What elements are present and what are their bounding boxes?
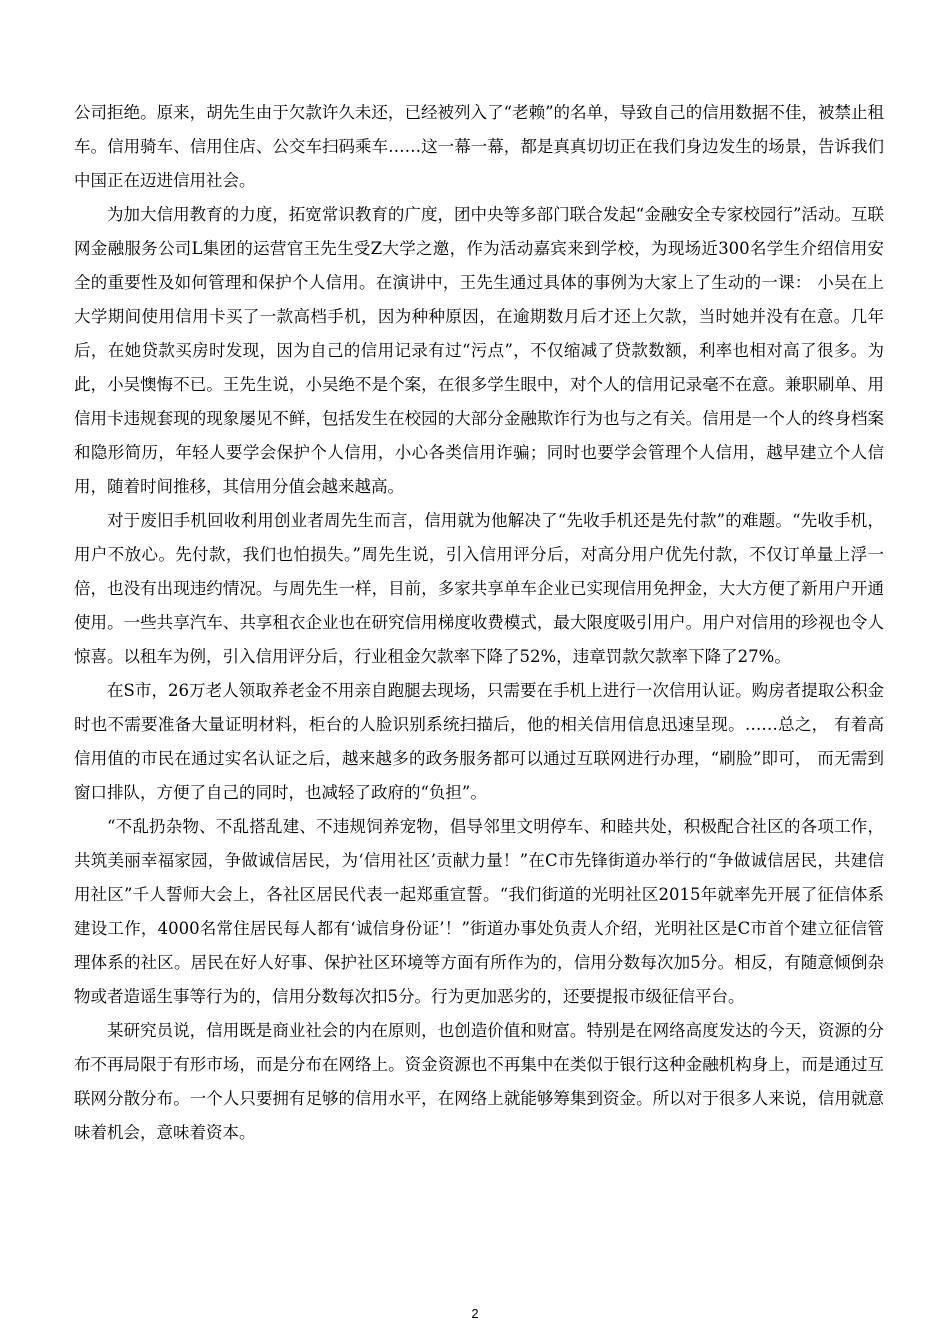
paragraph-3: 对于废旧手机回收利用创业者周先生而言，信用就为他解决了“先收手机还是先付款”的难题。“先收手机，用户不放心。先付款，我们也怕损失。”周先生说，引入信用评分后，对高分用户优先付款，不仅订单量上浮一倍，也没有出现违约情况。与周先生一样，目前，多家共享单车企业已实现信用免押金，大大方便了新用户开通使用。一些共享汽车、共享租衣企业也在研究信用梯度收费模式，最大限度吸引用户。用户对信用的珍视也令人惊喜。以租车为例，引入信用评分后，行业租金欠款率下降了52%，违章罚款欠款率下降了27%。 (74, 511, 884, 666)
paragraph-1: 公司拒绝。原来，胡先生由于欠款许久未还，已经被列入了“老赖”的名单，导致自己的信用数据不佳，被禁止租车。信用骑车、信用住店、公交车扫码乘车……这一幕一幕，都是真真切切正在我们身边发生的场景，告诉我们中国正在迈进信用社会。 (74, 103, 884, 190)
paragraph-4: 在S市，26万老人领取养老金不用亲自跑腿去现场，只需要在手机上进行一次信用认证。购房者提取公积金时也不需要准备大量证明材料，柜台的人脸识别系统扫描后，他的相关信用信息迅速呈现。……总之， 有着高信用值的市民在通过实名认证之后，越来越多的政务服务都可以通过互联网进行办理，“刷脸”即可， 而无需到窗口排队，方便了自己的同时，也减轻了政府的“负担”。 (74, 681, 884, 802)
paragraph-5: “不乱扔杂物、不乱搭乱建、不违规饲养宠物，倡导邻里文明停车、和睦共处，积极配合社区的各项工作，共筑美丽幸福家园，争做诚信居民，为‘信用社区’贡献力量！”在C市先锋街道办举行的“争做诚信居民，共建信用社区”千人誓师大会上，各社区居民代表一起郑重宣誓。“我们街道的光明社区2015年就率先开展了征信体系建设工作，4000名常住居民每人都有‘诚信身份证’！”街道办事处负责人介绍，光明社区是C市首个建立征信管理体系的社区。居民在好人好事、保护社区环境等方面有所作为的，信用分数每次加5分。相反，有随意倾倒杂物或者造谣生事等行为的，信用分数每次扣5分。行为更加恶劣的，还要提报市级征信平台。 (74, 817, 884, 1006)
article-body (74, 96, 884, 1150)
paragraph-2: 为加大信用教育的力度，拓宽常识教育的广度，团中央等多部门联合发起“金融安全专家校园行”活动。互联网金融服务公司L集团的运营官王先生受Z大学之邀，作为活动嘉宾来到学校，为现场近300名学生介绍信用安全的重要性及如何管理和保护个人信用。在演讲中，王先生通过具体的事例为大家上了生动的一课： 小吴在上大学期间使用信用卡买了一款高档手机，因为种种原因，在逾期数月后才还上欠款，当时她并没有在意。几年后，在她贷款买房时发现，因为自己的信用记录有过“污点”，不仅缩减了贷款数额，利率也相对高了很多。为此，小吴懊悔不已。王先生说，小吴绝不是个案，在很多学生眼中，对个人的信用记录毫不在意。兼职刷单、用信用卡违规套现的现象屡见不鲜，包括发生在校园的大部分金融欺诈行为也与之有关。信用是一个人的终身档案和隐形简历，年轻人要学会保护个人信用，小心各类信用诈骗；同时也要学会管理个人信用，越早建立个人信用，随着时间推移，其信用分值会越来越高。 (74, 205, 884, 496)
page-number: 2 (471, 1306, 479, 1321)
paragraph-6: 某研究员说，信用既是商业社会的内在原则，也创造价值和财富。特别是在网络高度发达的今天，资源的分布不再局限于有形市场，而是分布在网络上。资金资源也不再集中在类似于银行这种金融机构身上，而是通过互联网分散分布。一个人只要拥有足够的信用水平，在网络上就能够筹集到资金。所以对于很多人来说，信用就意味着机会，意味着资本。 (74, 1021, 884, 1142)
